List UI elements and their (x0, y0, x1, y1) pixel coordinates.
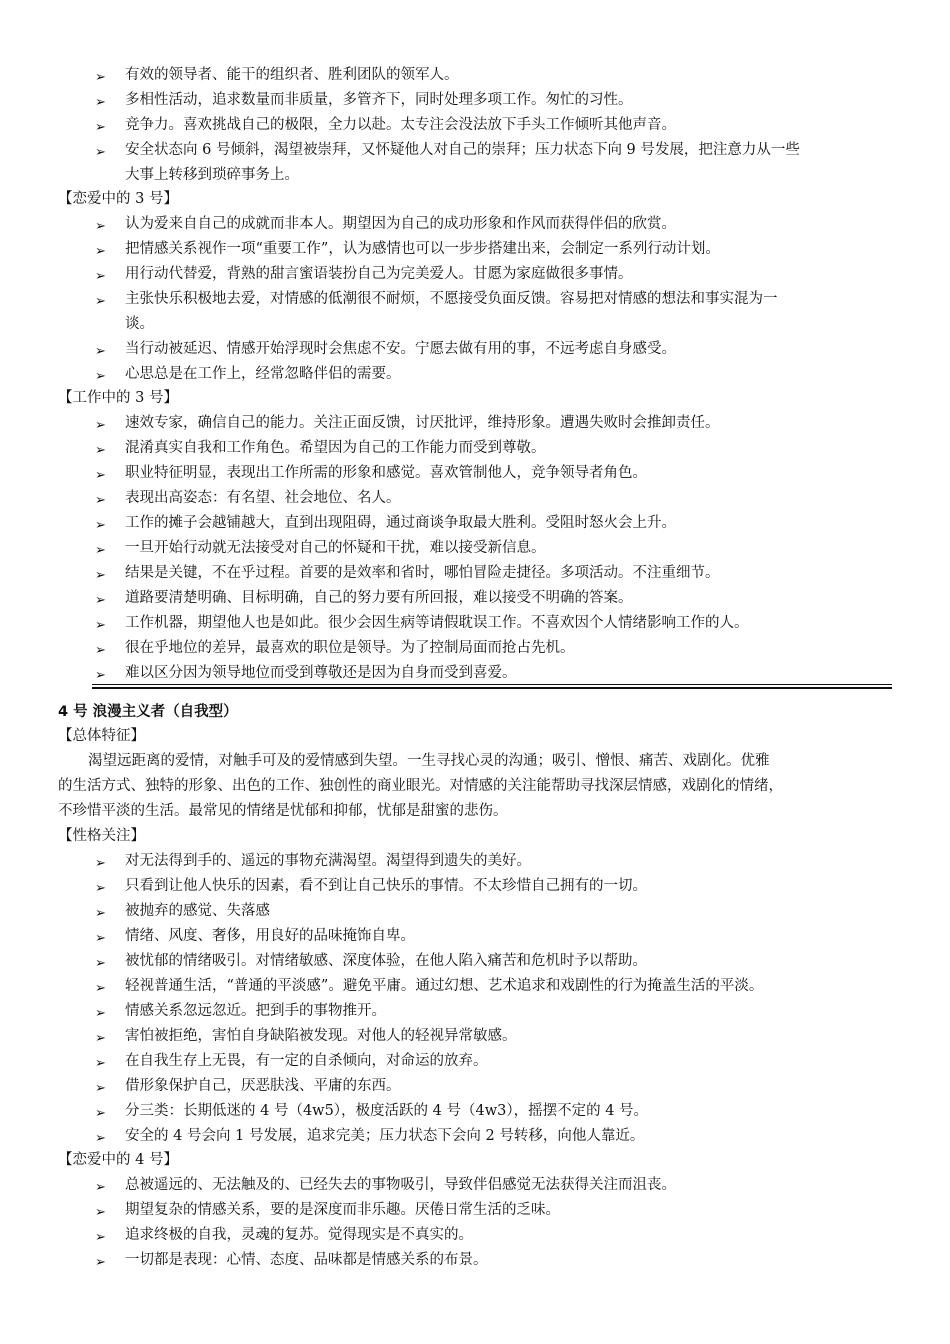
paragraph-line: 的生活方式、独特的形象、出色的工作、独创性的商业眼光。对情感的关注能帮助寻找深层情感，戏剧化的情绪， (58, 778, 783, 794)
bullet-icon: ➢ (95, 120, 106, 135)
bullet-icon: ➢ (95, 95, 106, 110)
list-item: 追求终极的自我，灵魂的复苏。觉得现实是不真实的。 (125, 1227, 473, 1243)
list-item: 职业特征明显，表现出工作所需的形象和感觉。喜欢管制他人，竞争领导者角色。 (125, 465, 647, 481)
bullet-icon: ➢ (95, 568, 106, 583)
bullet-icon: ➢ (95, 269, 106, 284)
bullet-icon: ➢ (95, 1006, 106, 1021)
list-item: 对无法得到手的、遥远的事物充满渴望。渴望得到遗失的美好。 (125, 853, 531, 869)
list-item: 总被遥远的、无法触及的、已经失去的事物吸引，导致伴侣感觉无法获得关注而沮丧。 (125, 1177, 676, 1193)
bullet-icon: ➢ (95, 468, 106, 483)
bullet-icon: ➢ (95, 518, 106, 533)
list-item: 心思总是在工作上，经常忽略伴侣的需要。 (125, 366, 401, 382)
bullet-icon: ➢ (95, 344, 106, 359)
list-item: 竞争力。喜欢挑战自己的极限，全力以赴。太专注会没法放下手头工作倾听其他声音。 (125, 117, 676, 133)
list-item: 结果是关键，不在乎过程。首要的是效率和省时，哪怕冒险走捷径。多项活动。不注重细节。 (125, 565, 720, 581)
section-heading: 【性格关注】 (58, 828, 145, 844)
section-heading: 【恋爱中的 4 号】 (58, 1152, 178, 1168)
section-divider (92, 687, 892, 689)
bullet-icon: ➢ (95, 543, 106, 558)
list-item: 一旦开始行动就无法接受对自己的怀疑和干扰，难以接受新信息。 (125, 540, 546, 556)
bullet-icon: ➢ (95, 1081, 106, 1096)
list-item: 安全状态向 6 号倾斜，渴望被崇拜，又怀疑他人对自己的崇拜；压力状态下向 9 号发展，把注意力从一些 (125, 142, 800, 158)
list-item: 一切都是表现：心情、态度、品味都是情感关系的布景。 (125, 1252, 488, 1268)
list-item: 表现出高姿态：有名望、社会地位、名人。 (125, 490, 401, 506)
list-item: 害怕被拒绝，害怕自身缺陷被发现。对他人的轻视异常敏感。 (125, 1028, 517, 1044)
list-item: 被忧郁的情绪吸引。对情绪敏感、深度体验，在他人陷入痛苦和危机时予以帮助。 (125, 953, 647, 969)
bullet-icon: ➢ (95, 294, 106, 309)
list-item: 混淆真实自我和工作角色。希望因为自己的工作能力而受到尊敬。 (125, 440, 546, 456)
bullet-icon: ➢ (95, 70, 106, 85)
paragraph-line: 渴望远距离的爱情，对触手可及的爱情感到失望。一生寻找心灵的沟通；吸引、憎恨、痛苦、戏剧化。优雅 (88, 753, 770, 769)
bullet-icon: ➢ (95, 931, 106, 946)
section-heading: 【总体特征】 (58, 728, 145, 744)
bullet-icon: ➢ (95, 244, 106, 259)
list-item: 主张快乐积极地去爱，对情感的低潮很不耐烦，不愿接受负面反馈。容易把对情感的想法和事实混为一 (125, 291, 778, 307)
bullet-icon: ➢ (95, 145, 106, 160)
bullet-icon: ➢ (95, 219, 106, 234)
section-divider (92, 684, 892, 685)
bullet-icon: ➢ (95, 668, 106, 683)
list-item: 当行动被延迟、情感开始浮现时会焦虑不安。宁愿去做有用的事，不远考虑自身感受。 (125, 341, 676, 357)
list-item-continuation: 谈。 (125, 316, 154, 332)
section-heading: 【恋爱中的 3 号】 (58, 191, 178, 207)
section-heading: 【工作中的 3 号】 (58, 390, 178, 406)
bullet-icon: ➢ (95, 856, 106, 871)
list-item: 借形象保护自己，厌恶肤浅、平庸的东西。 (125, 1078, 401, 1094)
list-item: 工作机器，期望他人也是如此。很少会因生病等请假耽误工作。不喜欢因个人情绪影响工作的人。 (125, 615, 749, 631)
bullet-icon: ➢ (95, 1056, 106, 1071)
list-item: 安全的 4 号会向 1 号发展，追求完美；压力状态下会向 2 号转移，向他人靠近。 (125, 1128, 645, 1144)
bullet-icon: ➢ (95, 1180, 106, 1195)
list-item: 速效专家，确信自己的能力。关注正面反馈，讨厌批评，维持形象。遭遇失败时会推卸责任。 (125, 415, 720, 431)
list-item: 把情感关系视作一项“重要工作”，认为感情也可以一步步搭建出来，会制定一系列行动计划。 (125, 241, 720, 257)
bullet-icon: ➢ (95, 618, 106, 633)
bullet-icon: ➢ (95, 881, 106, 896)
bullet-icon: ➢ (95, 593, 106, 608)
list-item: 分三类：长期低迷的 4 号（4w5），极度活跃的 4 号（4w3），摇摆不定的 4 号。 (125, 1103, 649, 1119)
list-item: 有效的领导者、能干的组织者、胜利团队的领军人。 (125, 67, 459, 83)
section-title: 4 号 浪漫主义者（自我型） (58, 704, 238, 720)
list-item: 在自我生存上无畏，有一定的自杀倾向，对命运的放弃。 (125, 1053, 488, 1069)
bullet-icon: ➢ (95, 906, 106, 921)
bullet-icon: ➢ (95, 369, 106, 384)
list-item-continuation: 大事上转移到琐碎事务上。 (125, 167, 299, 183)
bullet-icon: ➢ (95, 1106, 106, 1121)
list-item: 被抛弃的感觉、失落感 (125, 903, 270, 919)
list-item: 难以区分因为领导地位而受到尊敬还是因为自身而受到喜爱。 (125, 665, 517, 681)
list-item: 多相性活动，追求数量而非质量，多管齐下，同时处理多项工作。匆忙的习性。 (125, 92, 633, 108)
list-item: 情绪、风度、奢侈，用良好的品味掩饰自卑。 (125, 928, 415, 944)
bullet-icon: ➢ (95, 493, 106, 508)
bullet-icon: ➢ (95, 981, 106, 996)
bullet-icon: ➢ (95, 643, 106, 658)
bullet-icon: ➢ (95, 1230, 106, 1245)
list-item: 认为爱来自自己的成就而非本人。期望因为自己的成功形象和作风而获得伴侣的欣赏。 (125, 216, 676, 232)
list-item: 期望复杂的情感关系，要的是深度而非乐趣。厌倦日常生活的乏味。 (125, 1202, 560, 1218)
list-item: 只看到让他人快乐的因素，看不到让自己快乐的事情。不太珍惜自己拥有的一切。 (125, 878, 647, 894)
bullet-icon: ➢ (95, 1255, 106, 1270)
list-item: 轻视普通生活，“普通的平淡感”。避免平庸。通过幻想、艺术追求和戏剧性的行为掩盖生活的平淡。 (125, 978, 764, 994)
list-item: 很在乎地位的差异，最喜欢的职位是领导。为了控制局面而抢占先机。 (125, 640, 575, 656)
list-item: 用行动代替爱，背熟的甜言蜜语装扮自己为完美爱人。甘愿为家庭做很多事情。 (125, 266, 633, 282)
list-item: 工作的摊子会越铺越大，直到出现阻碍，通过商谈争取最大胜利。受阻时怒火会上升。 (125, 515, 676, 531)
list-item: 道路要清楚明确、目标明确，自己的努力要有所回报，难以接受不明确的答案。 (125, 590, 633, 606)
bullet-icon: ➢ (95, 956, 106, 971)
bullet-icon: ➢ (95, 418, 106, 433)
list-item: 情感关系忽远忽近。把到手的事物推开。 (125, 1003, 386, 1019)
paragraph-line: 不珍惜平淡的生活。最常见的情绪是忧郁和抑郁，忧郁是甜蜜的悲伤。 (58, 803, 508, 819)
bullet-icon: ➢ (95, 1031, 106, 1046)
bullet-icon: ➢ (95, 443, 106, 458)
bullet-icon: ➢ (95, 1205, 106, 1220)
bullet-icon: ➢ (95, 1131, 106, 1146)
